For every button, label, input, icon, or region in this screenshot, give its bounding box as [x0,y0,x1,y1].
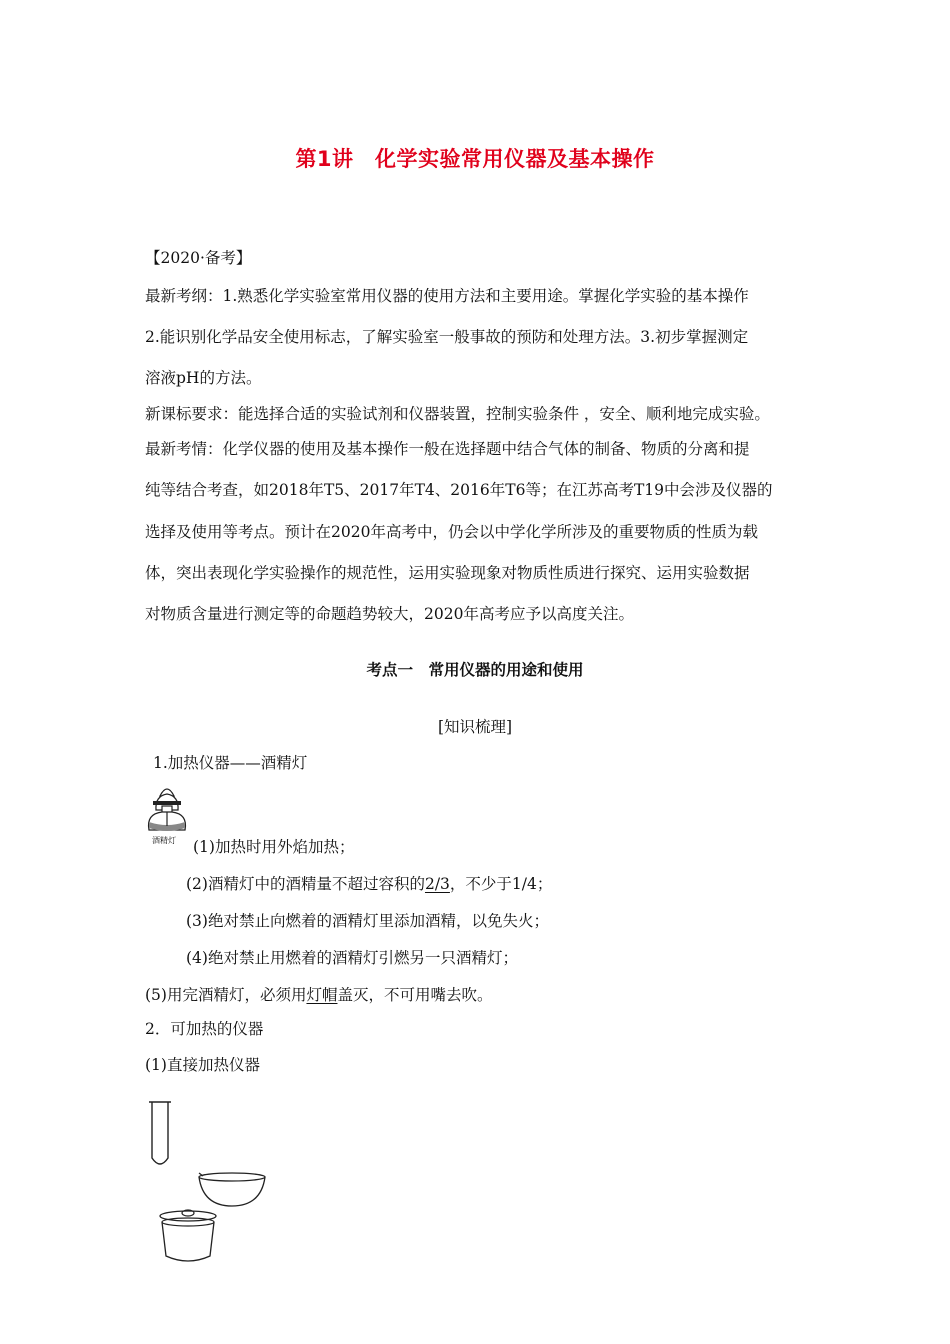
crucible-icon [156,1206,220,1268]
alcohol-lamp-label: 酒精灯 [152,836,176,845]
intro-line-9: 对物质含量进行测定等的命题趋势较大，2020年高考应予以高度关注。 [145,605,634,623]
intro-line-3: 溶液pH的方法。 [145,369,262,387]
lamp-rule-1: (1)加热时用外焰加热； [193,838,355,856]
intro-line-1: 最新考纲：1.熟悉化学实验室常用仪器的使用方法和主要用途。掌握化学实验的基本操作 [145,287,749,305]
lamp-rule-2: (2)酒精灯中的酒精量不超过容积的2/3，不少于1/4； [186,875,553,893]
item1-heading: 1.加热仪器——酒精灯 [153,754,308,772]
subsection-title: [知识梳理] [437,718,513,736]
item2-sub1: (1)直接加热仪器 [145,1056,260,1074]
lamp-rule-4: (4)绝对禁止用燃着的酒精灯引燃另一只酒精灯； [186,949,518,967]
item2-heading: 2．可加热的仪器 [145,1020,264,1038]
prep-header: 【2020·备考】 [145,249,252,267]
lamp-rule-5: (5)用完酒精灯，必须用灯帽盖灭，不可用嘴去吹。 [145,986,493,1004]
intro-line-7: 选择及使用等考点。预计在2020年高考中，仍会以中学化学所涉及的重要物质的性质为载 [145,523,758,541]
intro-line-4: 新课标要求：能选择合适的实验试剂和仪器装置，控制实验条件 ，安全、顺利地完成实验。 [145,405,770,423]
page-title: 第1讲 化学实验常用仪器及基本操作 [295,147,655,171]
intro-line-6: 纯等结合考查，如2018年T5、2017年T4、2016年T6等；在江苏高考T19中会涉及仪器的 [145,481,773,499]
intro-line-8: 体，突出表现化学实验操作的规范性，运用实验现象对物质性质进行探究、运用实验数据 [145,564,750,582]
lamp-rule-3: (3)绝对禁止向燃着的酒精灯里添加酒精，以免失火； [186,912,549,930]
intro-line-2: 2.能识别化学品安全使用标志，了解实验室一般事故的预防和处理方法。3.初步掌握测定 [145,328,749,346]
evaporating-dish-icon [195,1170,269,1210]
section-title: 考点一 常用仪器的用途和使用 [366,661,584,679]
intro-line-5: 最新考情：化学仪器的使用及基本操作一般在选择题中结合气体的制备、物质的分离和提 [145,440,750,458]
test-tube-icon [146,1098,174,1170]
